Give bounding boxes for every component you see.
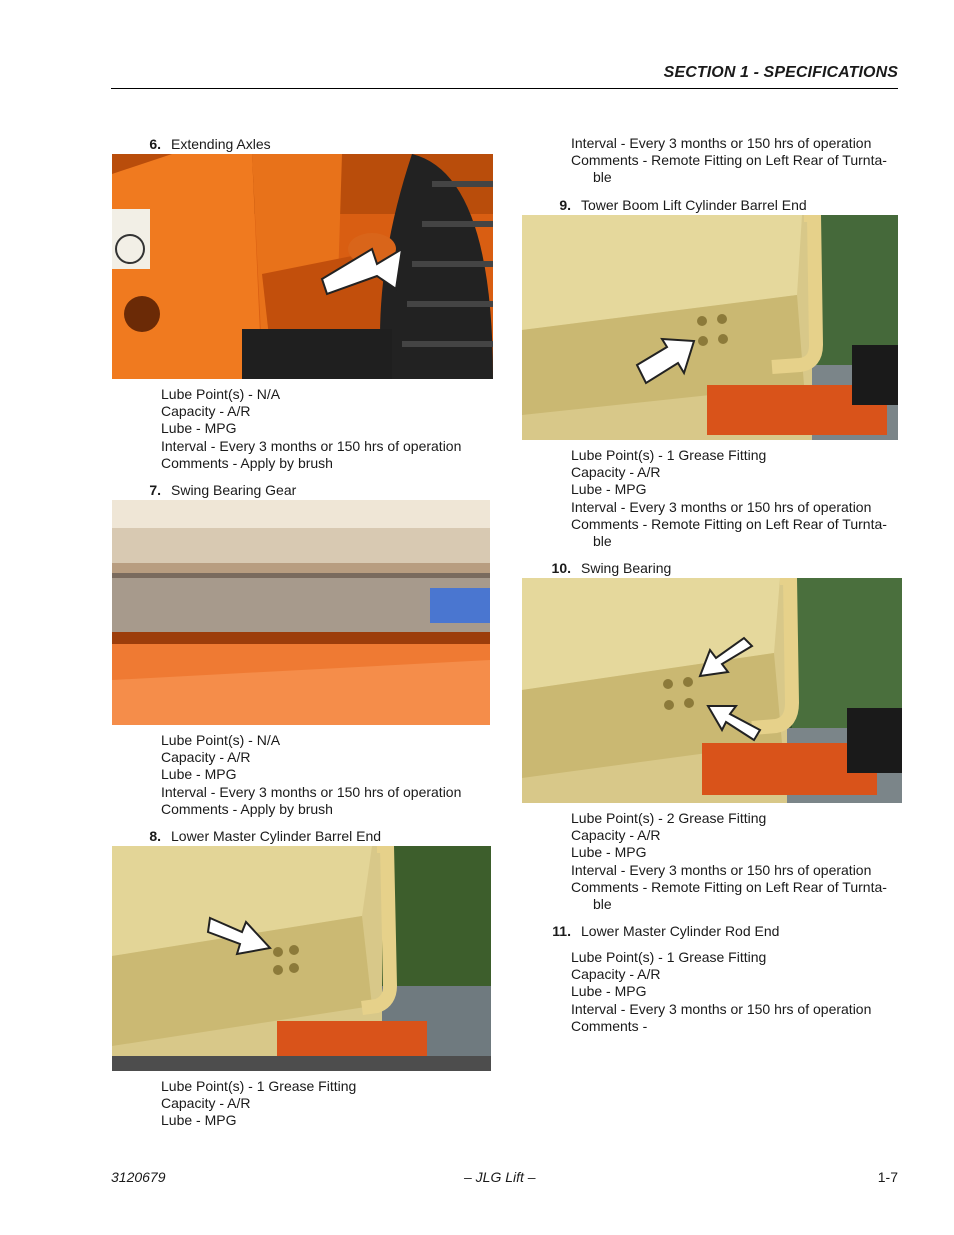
detail-line: Interval - Every 3 months or 150 hrs of operation — [571, 1000, 872, 1017]
detail-line: Capacity - A/R — [161, 749, 251, 766]
item-details-11 — [571, 949, 871, 1035]
item-number: 6. — [149, 136, 161, 152]
item-details-9 — [571, 447, 887, 550]
detail-line: Comments - Remote Fitting on Left Rear of Turnta- — [571, 878, 887, 895]
item-title: Extending Axles — [171, 136, 271, 152]
detail-line: Lube Point(s) - 2 Grease Fitting — [571, 810, 767, 826]
item-heading-9 — [547, 197, 807, 214]
detail-line: Lube - MPG — [161, 420, 237, 437]
item-number: 10. — [551, 560, 571, 576]
item-title: Lower Master Cylinder Rod End — [581, 923, 780, 939]
header-divider — [111, 88, 898, 89]
detail-line: Capacity - A/R — [571, 966, 661, 983]
item-details-8-continued — [571, 135, 887, 187]
item-details-6 — [161, 386, 461, 472]
detail-line: Lube Point(s) - 1 Grease Fitting — [571, 447, 767, 463]
photo-swing-bearing-gear — [112, 500, 490, 725]
detail-line: Interval - Every 3 months or 150 hrs of operation — [571, 498, 872, 515]
detail-line: Comments - Apply by brush — [161, 454, 333, 471]
detail-line: Interval - Every 3 months or 150 hrs of operation — [161, 783, 462, 800]
item-heading-8 — [137, 828, 381, 845]
item-number: 8. — [149, 828, 161, 844]
footer-doc-number: 3120679 — [111, 1169, 166, 1185]
detail-line: Interval - Every 3 months or 150 hrs of operation — [571, 135, 872, 151]
detail-line: Lube - MPG — [571, 983, 647, 1000]
item-number: 11. — [552, 923, 571, 939]
detail-line: ble — [593, 169, 612, 186]
detail-line: Lube - MPG — [571, 481, 647, 498]
detail-line: Lube Point(s) - 1 Grease Fitting — [571, 949, 767, 965]
section-title: SECTION 1 - SPECIFICATIONS — [663, 64, 898, 81]
item-title: Swing Bearing Gear — [171, 482, 297, 498]
detail-line: Interval - Every 3 months or 150 hrs of operation — [571, 861, 872, 878]
photo-lower-master-cylinder-barrel-end — [112, 846, 491, 1071]
detail-line: Lube - MPG — [161, 766, 237, 783]
item-details-8 — [161, 1078, 356, 1130]
item-title: Tower Boom Lift Cylinder Barrel End — [581, 197, 807, 213]
detail-line: Capacity - A/R — [571, 464, 661, 481]
detail-line: ble — [593, 896, 612, 913]
item-number: 9. — [559, 197, 571, 213]
detail-line: Capacity - A/R — [161, 1095, 251, 1112]
detail-line: Lube - MPG — [161, 1112, 237, 1129]
item-title: Swing Bearing — [581, 560, 672, 576]
detail-line: Capacity - A/R — [571, 827, 661, 844]
item-heading-6 — [137, 136, 271, 153]
footer-page-number: 1-7 — [877, 1169, 898, 1185]
item-heading-11 — [540, 923, 779, 940]
detail-line: Comments - Remote Fitting on Left Rear of Turnta- — [571, 515, 887, 532]
detail-line: ble — [593, 533, 612, 550]
detail-line: Comments - — [571, 1017, 648, 1034]
detail-line: Lube Point(s) - N/A — [161, 732, 281, 748]
detail-line: Lube Point(s) - N/A — [161, 386, 281, 402]
detail-line: Comments - Apply by brush — [161, 800, 333, 817]
detail-line: Lube - MPG — [571, 844, 647, 861]
item-details-10 — [571, 810, 887, 913]
item-heading-7 — [137, 482, 296, 499]
item-details-7 — [161, 732, 461, 818]
item-title: Lower Master Cylinder Barrel End — [171, 828, 382, 844]
photo-tower-boom-lift-cylinder-barrel-end — [522, 215, 898, 440]
detail-line: Interval - Every 3 months or 150 hrs of operation — [161, 437, 462, 454]
footer-brand: – JLG Lift – — [464, 1169, 536, 1185]
item-number: 7. — [149, 482, 161, 498]
detail-line: Capacity - A/R — [161, 403, 251, 420]
detail-line: Comments - Remote Fitting on Left Rear of Turnta- — [571, 152, 887, 169]
item-heading-10 — [540, 560, 671, 577]
photo-swing-bearing — [522, 578, 902, 803]
detail-line: Lube Point(s) - 1 Grease Fitting — [161, 1078, 357, 1094]
photo-extending-axles — [112, 154, 493, 379]
